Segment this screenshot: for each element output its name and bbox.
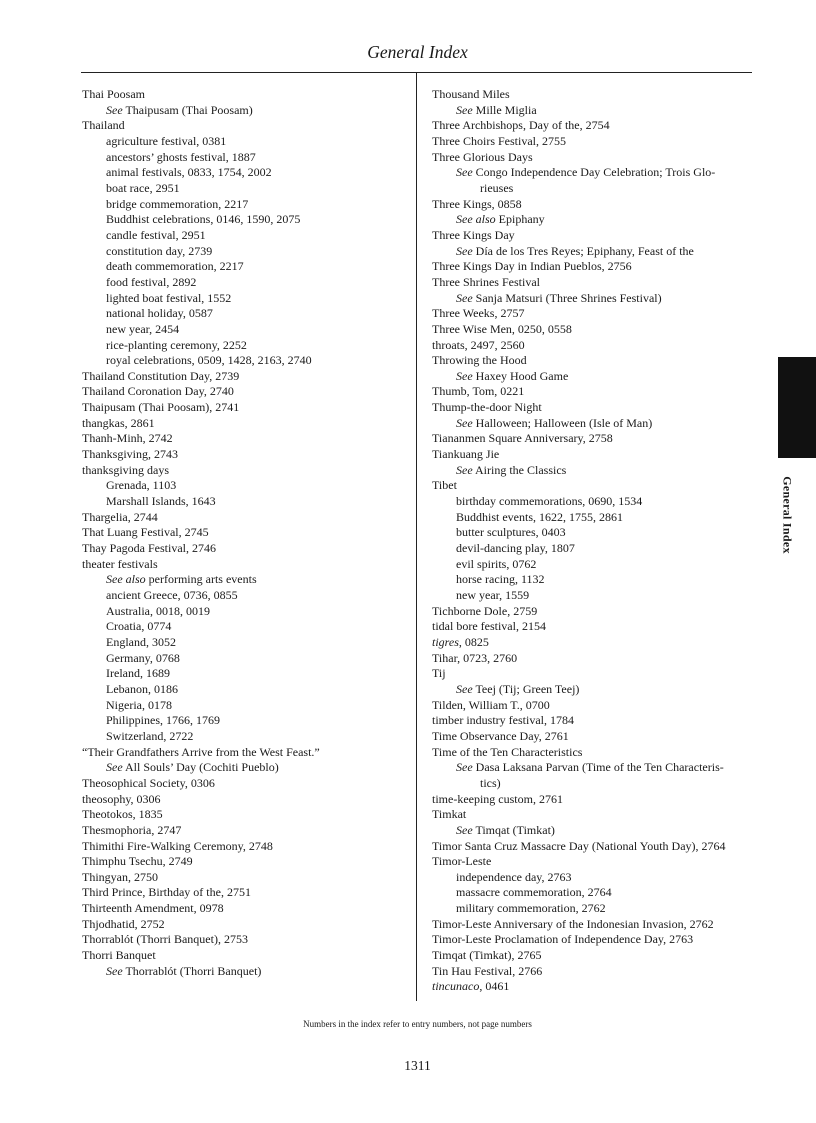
cross-reference-label: See	[106, 963, 123, 978]
index-entry	[82, 932, 407, 948]
index-entry	[82, 745, 407, 761]
index-entry	[82, 948, 407, 964]
index-entry-text: Grenada, 1103	[106, 478, 177, 493]
index-entry	[82, 369, 407, 385]
index-entry	[432, 635, 772, 651]
index-entry	[432, 964, 772, 980]
index-entry	[82, 416, 407, 432]
index-entry	[432, 384, 772, 400]
index-entry-text: Switzerland, 2722	[106, 728, 194, 743]
index-entry-text: lighted boat festival, 1552	[106, 290, 232, 305]
page-header-title: General Index	[367, 42, 468, 62]
index-entry	[432, 228, 772, 244]
index-entry	[432, 698, 772, 714]
index-entry	[432, 212, 772, 228]
index-entry-text: Croatia, 0774	[106, 619, 172, 634]
index-entry-text: Theotokos, 1835	[82, 807, 163, 822]
index-entry	[432, 745, 772, 761]
index-entry-text: Halloween; Halloween (Isle of Man)	[472, 415, 653, 430]
index-entry	[82, 291, 407, 307]
index-entry-text: theosophy, 0306	[82, 791, 161, 806]
index-entry	[432, 338, 772, 354]
index-entry	[82, 713, 407, 729]
index-entry	[82, 682, 407, 698]
index-entry-text: horse racing, 1132	[456, 572, 545, 587]
index-entry-text: performing arts events	[145, 572, 257, 587]
index-entry-text: Teej (Tij; Green Teej)	[472, 681, 580, 696]
cross-reference-label: See	[456, 760, 473, 775]
index-entry	[432, 259, 772, 275]
index-entry	[82, 338, 407, 354]
index-entry-text: Thailand Constitution Day, 2739	[82, 368, 240, 383]
index-entry	[432, 291, 772, 307]
index-entry-text: birthday commemorations, 0690, 1534	[456, 494, 643, 509]
index-entry-text: constitution day, 2739	[106, 243, 213, 258]
index-entry-text: Thirteenth Amendment, 0978	[82, 901, 224, 916]
index-entry	[432, 854, 772, 870]
index-entry-text: massacre commemoration, 2764	[456, 885, 612, 900]
index-entry	[82, 964, 407, 980]
index-entry-text: Philippines, 1766, 1769	[106, 713, 221, 728]
index-entry	[432, 541, 772, 557]
index-entry	[82, 384, 407, 400]
index-entry-text: throats, 2497, 2560	[432, 337, 525, 352]
index-entry-text: Tihar, 0723, 2760	[432, 650, 518, 665]
cross-reference-label: See	[456, 368, 473, 383]
index-entry	[432, 275, 772, 291]
index-entry-text: All Souls’ Day (Cochiti Pueblo)	[122, 760, 279, 775]
index-entry	[82, 588, 407, 604]
index-entry-text: Buddhist events, 1622, 1755, 2861	[456, 509, 623, 524]
index-entry-text: Timkat	[432, 807, 467, 822]
index-entry	[432, 197, 772, 213]
index-entry-text: Congo Independence Day Celebration; Trois Glo-	[472, 165, 716, 180]
index-entry	[82, 823, 407, 839]
index-entry	[82, 541, 407, 557]
index-entry-text: thangkas, 2861	[82, 415, 155, 430]
index-entry	[432, 510, 772, 526]
index-entry	[82, 259, 407, 275]
index-entry-text: Tiananmen Square Anniversary, 2758	[432, 431, 613, 446]
index-entry-text: new year, 2454	[106, 321, 180, 336]
index-entry	[432, 447, 772, 463]
index-entry	[82, 604, 407, 620]
index-entry-text: animal festivals, 0833, 1754, 2002	[106, 165, 272, 180]
index-entry-text: Airing the Classics	[472, 462, 567, 477]
index-entry	[82, 729, 407, 745]
index-entry	[432, 666, 772, 682]
index-entry	[82, 87, 407, 103]
index-entry-text: Thumb, Tom, 0221	[432, 384, 525, 399]
index-entry	[82, 525, 407, 541]
cross-reference-label: See	[456, 165, 473, 180]
index-entry-text: Tin Hau Festival, 2766	[432, 963, 543, 978]
index-entry	[82, 901, 407, 917]
index-entry-text: Tiankuang Jie	[432, 447, 500, 462]
index-entry-text: Three Archbishops, Day of the, 2754	[432, 118, 610, 133]
index-entry	[432, 682, 772, 698]
index-entry	[432, 244, 772, 260]
index-entry-text: Thorri Banquet	[82, 948, 156, 963]
index-entry	[82, 165, 407, 181]
index-entry-text: Throwing the Hood	[432, 353, 527, 368]
index-entry-text: tics)	[480, 775, 501, 790]
index-entry-text: Three Kings, 0858	[432, 196, 522, 211]
index-entry-text: ancestors’ ghosts festival, 1887	[106, 149, 256, 164]
index-entry	[432, 932, 772, 948]
index-entry	[82, 510, 407, 526]
index-entry-text: independence day, 2763	[456, 869, 572, 884]
index-entry-text: Three Choirs Festival, 2755	[432, 133, 566, 148]
index-entry-text: tincunaco	[432, 979, 480, 994]
index-entry-text: Three Shrines Festival	[432, 274, 540, 289]
cross-reference-label: See	[106, 102, 123, 117]
index-entry	[432, 604, 772, 620]
index-entry-text: Australia, 0018, 0019	[106, 603, 210, 618]
index-entry-text: Third Prince, Birthday of the, 2751	[82, 885, 251, 900]
footer-note: Numbers in the index refer to entry numbers, not page numbers	[303, 1019, 532, 1029]
index-entry-text: timber industry festival, 1784	[432, 713, 574, 728]
index-entry	[432, 557, 772, 573]
thumb-tab	[778, 357, 816, 458]
index-entry	[82, 839, 407, 855]
index-entry-text: Sanja Matsuri (Three Shrines Festival)	[472, 290, 662, 305]
cross-reference-label: See	[456, 822, 473, 837]
index-entry	[82, 353, 407, 369]
index-entry-text: Thanksgiving, 2743	[82, 447, 178, 462]
index-entry	[82, 917, 407, 933]
index-entry-text: Tilden, William T., 0700	[432, 697, 550, 712]
index-entry	[82, 557, 407, 573]
index-entry-text: theater festivals	[82, 556, 158, 571]
index-entry-text: devil-dancing play, 1807	[456, 541, 575, 556]
column-divider	[416, 73, 417, 1001]
index-entry-text: death commemoration, 2217	[106, 259, 244, 274]
index-entry	[82, 118, 407, 134]
index-entry	[82, 244, 407, 260]
page-number: 1311	[404, 1058, 431, 1073]
cross-reference-label: See	[456, 681, 473, 696]
index-entry-text: tigres	[432, 634, 459, 649]
index-entry	[82, 478, 407, 494]
index-entry-text: Epiphany	[495, 212, 545, 227]
index-entry	[432, 713, 772, 729]
index-entry-text: agriculture festival, 0381	[106, 133, 227, 148]
index-entry	[82, 854, 407, 870]
index-entry-text: Germany, 0768	[106, 650, 180, 665]
index-entry	[82, 494, 407, 510]
index-entry	[432, 306, 772, 322]
cross-reference-label: See also	[106, 572, 146, 587]
index-entry-text: Dasa Laksana Parvan (Time of the Ten Characteris-	[472, 760, 724, 775]
index-entry	[432, 917, 772, 933]
index-entry	[432, 979, 772, 995]
index-entry-text: Marshall Islands, 1643	[106, 494, 216, 509]
index-entry	[82, 760, 407, 776]
index-entry-text: rieuses	[480, 180, 514, 195]
index-entry-text: Nigeria, 0178	[106, 697, 172, 712]
index-entry-text: England, 3052	[106, 634, 176, 649]
thumb-tab-label-text: General Index	[780, 476, 795, 554]
index-entry-text: Thaipusam (Thai Poosam)	[122, 102, 253, 117]
index-entry-text: Thingyan, 2750	[82, 869, 158, 884]
index-entry	[432, 807, 772, 823]
cross-reference-label: See	[456, 102, 473, 117]
index-entry-text: Three Wise Men, 0250, 0558	[432, 321, 572, 336]
index-entry-text: Haxey Hood Game	[472, 368, 569, 383]
index-entry-text: Thorrablót (Thorri Banquet)	[122, 963, 262, 978]
index-entry	[432, 572, 772, 588]
index-entry-text: Timor-Leste Proclamation of Independence Day, 2763	[432, 932, 694, 947]
index-entry	[82, 322, 407, 338]
index-entry-text: ancient Greece, 0736, 0855	[106, 588, 238, 602]
index-entry	[432, 150, 772, 166]
index-entry-text: Mille Miglia	[472, 102, 537, 117]
index-entry-text: Thesmophoria, 2747	[82, 822, 182, 837]
index-entry	[432, 525, 772, 541]
index-entry	[82, 275, 407, 291]
index-entry	[82, 431, 407, 447]
index-entry-text: Buddhist celebrations, 0146, 1590, 2075	[106, 212, 301, 227]
index-entry	[432, 901, 772, 917]
index-entry	[82, 134, 407, 150]
index-entry-text: time-keeping custom, 2761	[432, 791, 563, 806]
index-entry-text: candle festival, 2951	[106, 227, 206, 242]
index-entry-text: rice-planting ceremony, 2252	[106, 337, 247, 352]
index-entry	[432, 400, 772, 416]
index-entry-text: Thargelia, 2744	[82, 509, 158, 524]
index-entry	[432, 494, 772, 510]
index-entry	[432, 416, 772, 432]
index-entry-number: , 0825	[458, 634, 489, 649]
index-entry	[432, 870, 772, 886]
index-entry-text: Ireland, 1689	[106, 666, 170, 681]
index-entry	[432, 839, 772, 855]
index-entry	[82, 572, 407, 588]
index-entry-text: food festival, 2892	[106, 274, 197, 289]
index-entry-text: Three Weeks, 2757	[432, 306, 525, 321]
index-entry	[432, 87, 772, 103]
index-entry	[82, 885, 407, 901]
index-entry	[432, 619, 772, 635]
index-entry	[432, 948, 772, 964]
index-entry	[82, 463, 407, 479]
index-entry	[82, 150, 407, 166]
index-entry-text: national holiday, 0587	[106, 306, 213, 321]
cross-reference-label: See	[456, 462, 473, 477]
index-entry-text: thanksgiving days	[82, 462, 169, 477]
cross-reference-label: See also	[456, 212, 496, 227]
index-entry	[82, 635, 407, 651]
index-entry-text: Thump-the-door Night	[432, 400, 542, 415]
index-entry	[82, 103, 407, 119]
index-entry-text: military commemoration, 2762	[456, 901, 606, 916]
index-entry-text: Thaipusam (Thai Poosam), 2741	[82, 400, 240, 415]
index-entry-text: Three Kings Day	[432, 227, 515, 242]
index-entry-text: Timor-Leste	[432, 854, 492, 869]
index-entry-text: Timor Santa Cruz Massacre Day (National Youth Day), 2764	[432, 838, 726, 853]
index-entry-text: Tibet	[432, 478, 457, 493]
index-entry	[432, 588, 772, 604]
cross-reference-label: See	[456, 243, 473, 258]
index-entry-text: Timor-Leste Anniversary of the Indonesian Invasion, 2762	[432, 916, 714, 931]
index-entry	[432, 776, 772, 792]
index-entry-text: Día de los Tres Reyes; Epiphany, Feast of the	[472, 243, 694, 258]
index-entry	[432, 369, 772, 385]
index-entry	[82, 651, 407, 667]
index-entry-text: Thjodhatid, 2752	[82, 916, 165, 931]
thumb-tab-label	[772, 470, 802, 560]
index-entry-text: Thimithi Fire-Walking Ceremony, 2748	[82, 838, 273, 853]
index-entry-text: boat race, 2951	[106, 180, 180, 195]
index-entry-text: tidal bore festival, 2154	[432, 619, 546, 634]
index-entry	[432, 823, 772, 839]
index-entry-text: Time Observance Day, 2761	[432, 728, 569, 743]
index-entry	[432, 165, 772, 181]
index-entry-text: Thanh-Minh, 2742	[82, 431, 173, 446]
index-entry	[432, 792, 772, 808]
index-entry-text: That Luang Festival, 2745	[82, 525, 209, 540]
index-entry	[432, 431, 772, 447]
index-entry	[432, 118, 772, 134]
cross-reference-label: See	[106, 760, 123, 775]
cross-reference-label: See	[456, 415, 473, 430]
index-entry	[82, 400, 407, 416]
index-entry	[82, 807, 407, 823]
index-entry-text: Time of the Ten Characteristics	[432, 744, 583, 759]
index-entry-text: new year, 1559	[456, 588, 530, 602]
index-entry-text: Theosophical Society, 0306	[82, 775, 215, 790]
index-entry-text: Three Glorious Days	[432, 149, 533, 164]
index-entry	[82, 181, 407, 197]
index-entry-text: Timqat (Timkat)	[472, 822, 555, 837]
index-column-right	[432, 87, 772, 995]
index-entry	[432, 885, 772, 901]
index-entry	[82, 666, 407, 682]
index-entry-text: Thailand Coronation Day, 2740	[82, 384, 234, 399]
index-entry	[432, 478, 772, 494]
index-entry	[82, 228, 407, 244]
index-entry-text: Thay Pagoda Festival, 2746	[82, 541, 216, 556]
index-entry-text: Thimphu Tsechu, 2749	[82, 854, 193, 869]
index-entry	[432, 463, 772, 479]
index-entry-text: evil spirits, 0762	[456, 556, 537, 571]
index-entry	[432, 103, 772, 119]
index-entry-text: Thai Poosam	[82, 87, 145, 101]
index-entry	[82, 447, 407, 463]
index-column-left	[82, 87, 407, 979]
index-entry-text: Tichborne Dole, 2759	[432, 603, 538, 618]
index-entry	[82, 306, 407, 322]
index-entry-text: bridge commemoration, 2217	[106, 196, 249, 211]
index-entry	[82, 212, 407, 228]
index-entry-text: Timqat (Timkat), 2765	[432, 948, 542, 963]
index-entry-text: Tij	[432, 666, 446, 681]
index-entry	[82, 776, 407, 792]
index-entry	[82, 619, 407, 635]
index-entry	[432, 729, 772, 745]
index-entry-text: “Their Grandfathers Arrive from the West Feast.”	[82, 744, 320, 759]
cross-reference-label: See	[456, 290, 473, 305]
index-entry-text: butter sculptures, 0403	[456, 525, 566, 540]
index-entry	[82, 792, 407, 808]
index-entry-text: Three Kings Day in Indian Pueblos, 2756	[432, 259, 632, 274]
index-entry	[82, 698, 407, 714]
index-entry	[432, 181, 772, 197]
index-entry-text: Thousand Miles	[432, 87, 510, 101]
index-entry	[432, 651, 772, 667]
index-entry	[432, 134, 772, 150]
index-entry	[82, 197, 407, 213]
index-entry-number: , 0461	[479, 979, 510, 994]
index-entry-text: Thailand	[82, 118, 125, 133]
index-entry	[82, 870, 407, 886]
index-entry	[432, 760, 772, 776]
index-entry-text: royal celebrations, 0509, 1428, 2163, 2740	[106, 353, 312, 368]
index-entry-text: Thorrablót (Thorri Banquet), 2753	[82, 932, 248, 947]
index-entry-text: Lebanon, 0186	[106, 681, 178, 696]
index-entry	[432, 353, 772, 369]
index-entry	[432, 322, 772, 338]
